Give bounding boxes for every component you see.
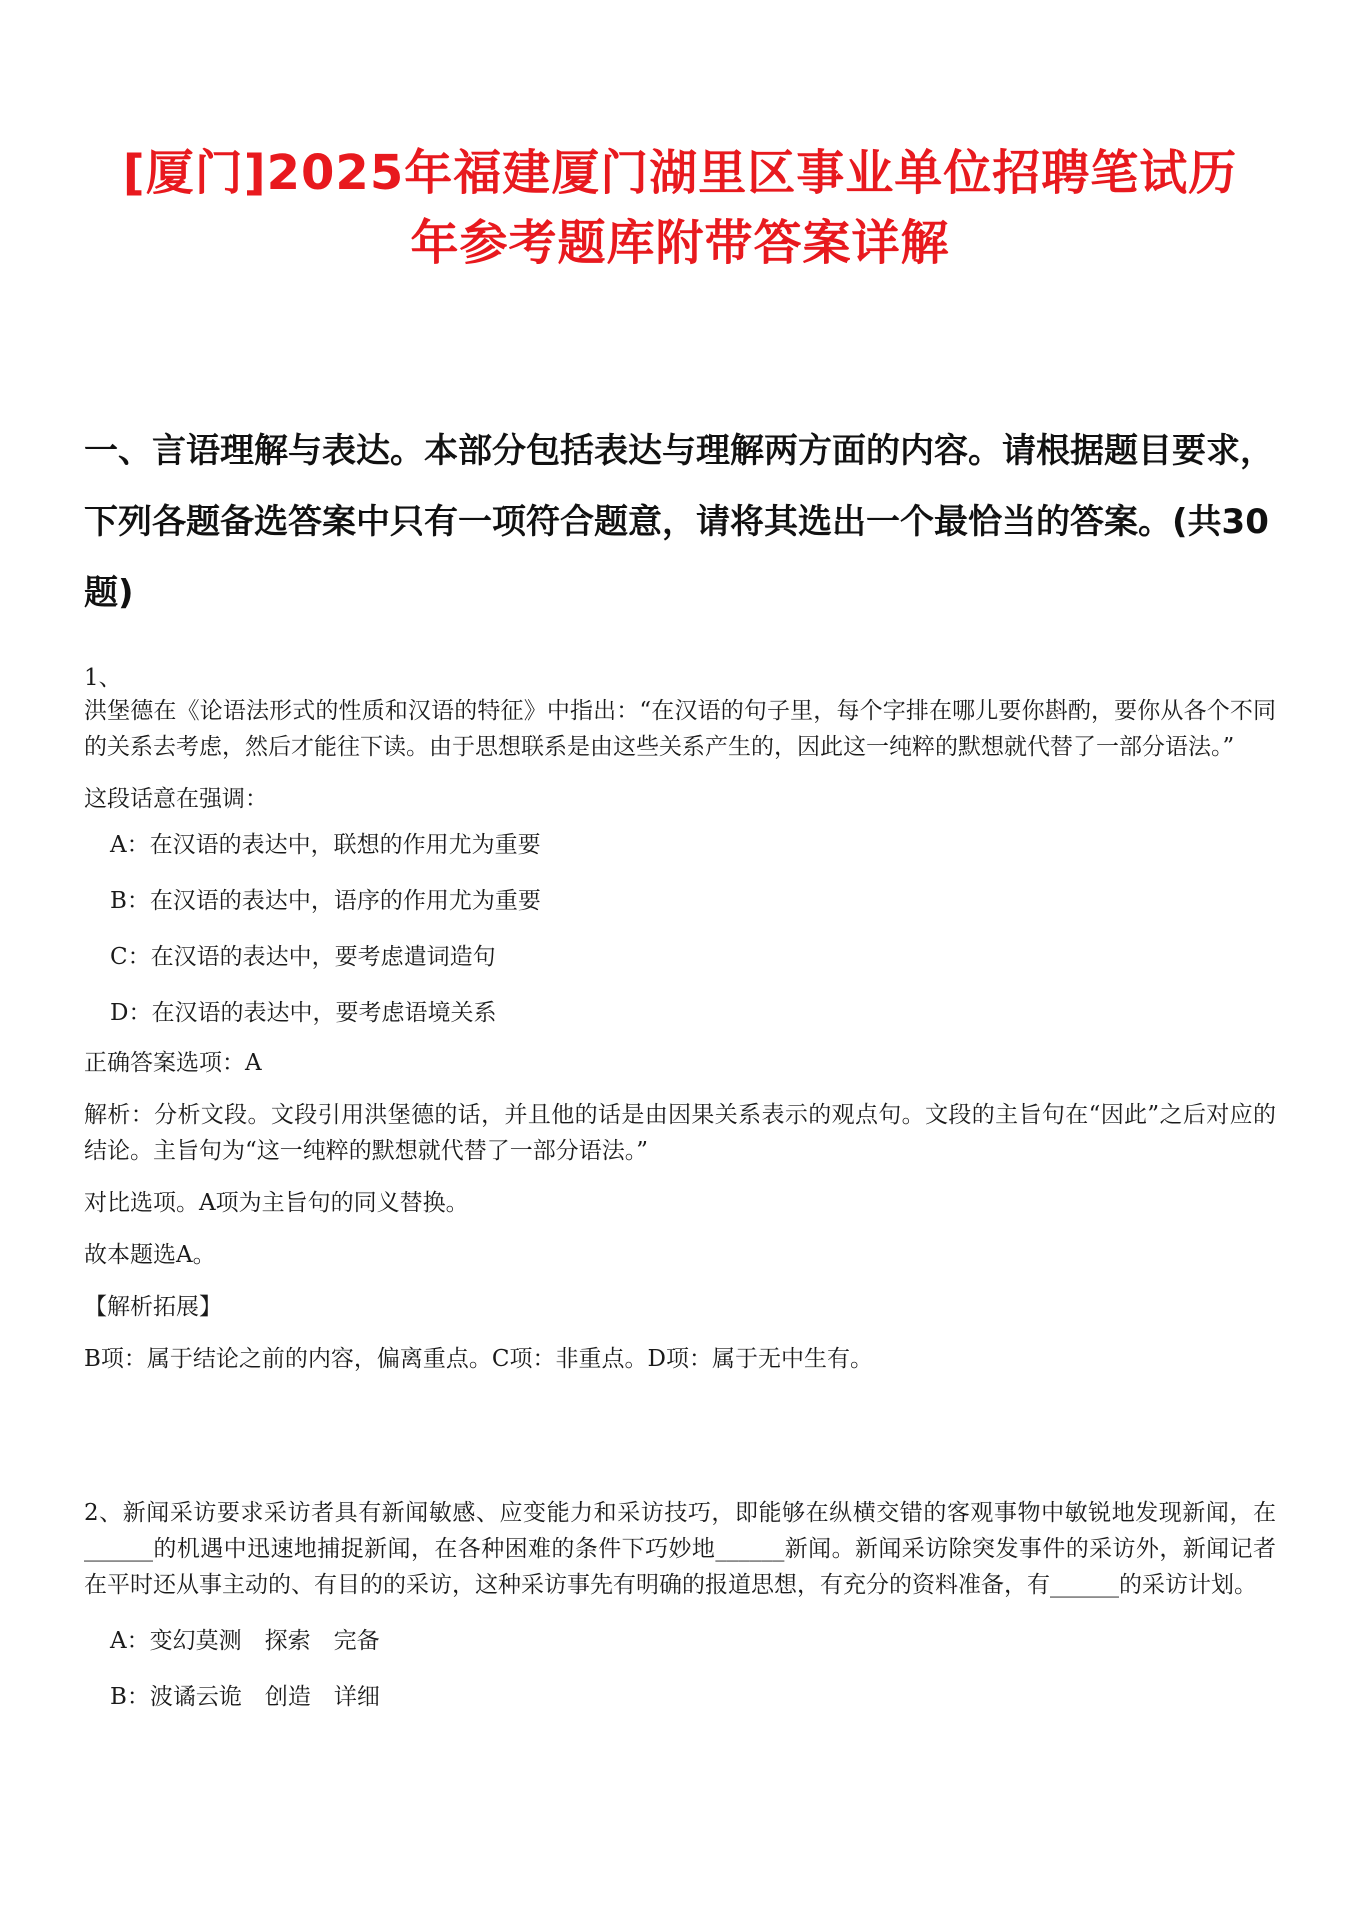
option-list: [84, 827, 1276, 1031]
question-1: [84, 663, 1276, 1377]
compare-options-text: 对比选项。A项为主旨句的同义替换。: [84, 1190, 469, 1216]
section-heading: 一、言语理解与表达。本部分包括表达与理解两方面的内容。请根据题目要求，下列各题备选答案中只有一项符合题意，请将其选出一个最恰当的答案。(共30题): [84, 431, 1274, 613]
option-b: B：在汉语的表达中，语序的作用尤为重要: [110, 888, 541, 914]
question-stem: 2、新闻采访要求采访者具有新闻敏感、应变能力和采访技巧，即能够在纵横交错的客观事物中敏锐地发现新闻，在______的机遇中迅速地捕捉新闻，在各种困难的条件下巧妙地______新闻。新闻采访除突发事件的采访外，新闻记者在平时还从事主动的、有目的的采访，这种采访事先有明确的报道思想，有充分的资料准备，有______的采访计划。: [84, 1500, 1276, 1598]
option-a: A：变幻莫测 探索 完备: [110, 1628, 380, 1654]
question-stem: 洪堡德在《论语法形式的性质和汉语的特征》中指出：“在汉语的句子里，每个字排在哪儿要你斟酌，要你从各个不同的关系去考虑，然后才能往下读。由于思想联系是由这些关系产生的，因此这一纯粹的默想就代替了一部分语法。”: [84, 698, 1276, 760]
document-title-line-1: [厦门]2025年福建厦门湖里区事业单位招聘笔试历: [122, 145, 1238, 201]
correct-answer: 正确答案选项：A: [84, 1050, 262, 1076]
document-title: [84, 138, 1276, 278]
conclusion-text: 故本题选A。: [84, 1242, 216, 1268]
extension-text: B项：属于结论之前的内容，偏离重点。C项：非重点。D项：属于无中生有。: [84, 1346, 873, 1372]
question-number: 1、: [84, 665, 122, 691]
option-d: D：在汉语的表达中，要考虑语境关系: [110, 1000, 497, 1026]
question-prompt: 这段话意在强调：: [84, 786, 268, 812]
document-title-line-2: 年参考题库附带答案详解: [410, 215, 950, 271]
option-b: B：波谲云诡 创造 详细: [110, 1684, 380, 1710]
option-list: [84, 1623, 1276, 1715]
analysis-text: 解析：分析文段。文段引用洪堡德的话，并且他的话是由因果关系表示的观点句。文段的主旨句在“因此”之后对应的结论。主旨句为“这一纯粹的默想就代替了一部分语法。”: [84, 1102, 1276, 1164]
option-a: A：在汉语的表达中，联想的作用尤为重要: [110, 832, 541, 858]
question-2: [84, 1495, 1276, 1715]
option-c: C：在汉语的表达中，要考虑遣词造句: [110, 944, 496, 970]
extension-title: 【解析拓展】: [84, 1294, 222, 1320]
